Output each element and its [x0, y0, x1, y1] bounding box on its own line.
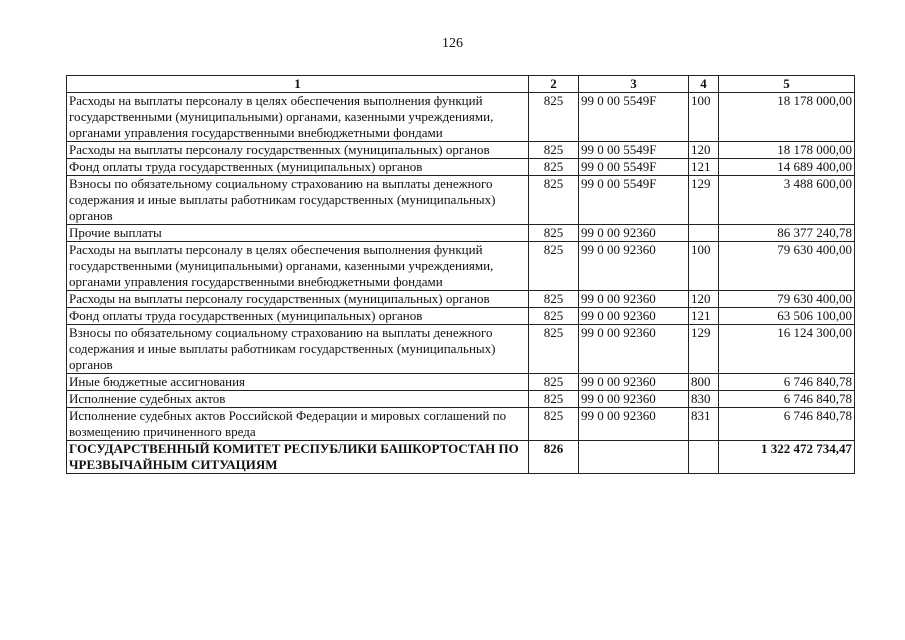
row-ministry-code: 825 — [529, 325, 579, 374]
row-amount: 18 178 000,00 — [719, 93, 855, 142]
row-amount: 79 630 400,00 — [719, 242, 855, 291]
row-target-article-code: 99 0 00 92360 — [579, 308, 689, 325]
row-amount: 79 630 400,00 — [719, 291, 855, 308]
row-target-article-code: 99 0 00 92360 — [579, 242, 689, 291]
row-amount: 63 506 100,00 — [719, 308, 855, 325]
row-ministry-code: 825 — [529, 93, 579, 142]
row-ministry-code: 825 — [529, 374, 579, 391]
table-row — [67, 325, 855, 374]
row-ministry-code: 825 — [529, 159, 579, 176]
row-expense-type-code — [689, 225, 719, 242]
row-target-article-code — [579, 441, 689, 474]
table-header-row — [67, 76, 855, 93]
row-ministry-code: 825 — [529, 408, 579, 441]
row-ministry-code: 825 — [529, 291, 579, 308]
row-name: Расходы на выплаты персоналу государственных (муниципальных) органов — [67, 142, 529, 159]
row-target-article-code: 99 0 00 5549F — [579, 142, 689, 159]
row-name: Иные бюджетные ассигнования — [67, 374, 529, 391]
row-target-article-code: 99 0 00 5549F — [579, 176, 689, 225]
table-row — [67, 142, 855, 159]
row-target-article-code: 99 0 00 92360 — [579, 408, 689, 441]
row-amount: 6 746 840,78 — [719, 374, 855, 391]
row-target-article-code: 99 0 00 5549F — [579, 93, 689, 142]
row-ministry-code: 825 — [529, 242, 579, 291]
row-target-article-code: 99 0 00 5549F — [579, 159, 689, 176]
table-row — [67, 374, 855, 391]
row-amount: 14 689 400,00 — [719, 159, 855, 176]
row-expense-type-code: 129 — [689, 176, 719, 225]
row-target-article-code: 99 0 00 92360 — [579, 391, 689, 408]
page-number: 126 — [442, 36, 463, 51]
header-col-4: 4 — [689, 76, 719, 93]
table-row — [67, 308, 855, 325]
row-target-article-code: 99 0 00 92360 — [579, 225, 689, 242]
row-expense-type-code: 100 — [689, 242, 719, 291]
table-row — [67, 441, 855, 474]
row-expense-type-code: 830 — [689, 391, 719, 408]
row-amount: 16 124 300,00 — [719, 325, 855, 374]
row-ministry-code: 825 — [529, 142, 579, 159]
row-name: Расходы на выплаты персоналу в целях обеспечения выполнения функций государственными (муниципальными) органами, казенными учреждениями, органами управления государственными внебюджетными фондами — [67, 93, 529, 142]
row-amount: 1 322 472 734,47 — [719, 441, 855, 474]
row-name: Взносы по обязательному социальному страхованию на выплаты денежного содержания и иные выплаты работникам государственных (муниципальных) органов — [67, 176, 529, 225]
table-row — [67, 408, 855, 441]
row-name: Взносы по обязательному социальному страхованию на выплаты денежного содержания и иные выплаты работникам государственных (муниципальных) органов — [67, 325, 529, 374]
table-row — [67, 291, 855, 308]
row-ministry-code: 826 — [529, 441, 579, 474]
header-col-1: 1 — [67, 76, 529, 93]
row-expense-type-code: 800 — [689, 374, 719, 391]
row-amount: 6 746 840,78 — [719, 408, 855, 441]
table-row — [67, 93, 855, 142]
row-target-article-code: 99 0 00 92360 — [579, 325, 689, 374]
row-ministry-code: 825 — [529, 308, 579, 325]
row-target-article-code: 99 0 00 92360 — [579, 374, 689, 391]
row-amount: 6 746 840,78 — [719, 391, 855, 408]
row-expense-type-code: 100 — [689, 93, 719, 142]
row-expense-type-code: 831 — [689, 408, 719, 441]
row-target-article-code: 99 0 00 92360 — [579, 291, 689, 308]
table-row — [67, 391, 855, 408]
row-name: Исполнение судебных актов Российской Федерации и мировых соглашений по возмещению причиненного вреда — [67, 408, 529, 441]
row-amount: 18 178 000,00 — [719, 142, 855, 159]
table-row — [67, 225, 855, 242]
row-amount: 3 488 600,00 — [719, 176, 855, 225]
table-row — [67, 176, 855, 225]
row-expense-type-code: 120 — [689, 291, 719, 308]
row-name: Прочие выплаты — [67, 225, 529, 242]
table-body — [67, 93, 855, 474]
row-expense-type-code — [689, 441, 719, 474]
row-expense-type-code: 121 — [689, 159, 719, 176]
table-row — [67, 159, 855, 176]
row-name: Расходы на выплаты персоналу государственных (муниципальных) органов — [67, 291, 529, 308]
row-amount: 86 377 240,78 — [719, 225, 855, 242]
row-name: Фонд оплаты труда государственных (муниципальных) органов — [67, 159, 529, 176]
row-expense-type-code: 121 — [689, 308, 719, 325]
budget-table — [66, 75, 855, 474]
row-ministry-code: 825 — [529, 391, 579, 408]
row-ministry-code: 825 — [529, 225, 579, 242]
row-name: Исполнение судебных актов — [67, 391, 529, 408]
table-row — [67, 242, 855, 291]
header-col-3: 3 — [579, 76, 689, 93]
header-col-5: 5 — [719, 76, 855, 93]
row-name: Фонд оплаты труда государственных (муниципальных) органов — [67, 308, 529, 325]
header-col-2: 2 — [529, 76, 579, 93]
row-expense-type-code: 120 — [689, 142, 719, 159]
row-expense-type-code: 129 — [689, 325, 719, 374]
row-name: ГОСУДАРСТВЕННЫЙ КОМИТЕТ РЕСПУБЛИКИ БАШКОРТОСТАН ПО ЧРЕЗВЫЧАЙНЫМ СИТУАЦИЯМ — [67, 441, 529, 474]
row-ministry-code: 825 — [529, 176, 579, 225]
row-name: Расходы на выплаты персоналу в целях обеспечения выполнения функций государственными (муниципальными) органами, казенными учреждениями, органами управления государственными внебюджетными фондами — [67, 242, 529, 291]
